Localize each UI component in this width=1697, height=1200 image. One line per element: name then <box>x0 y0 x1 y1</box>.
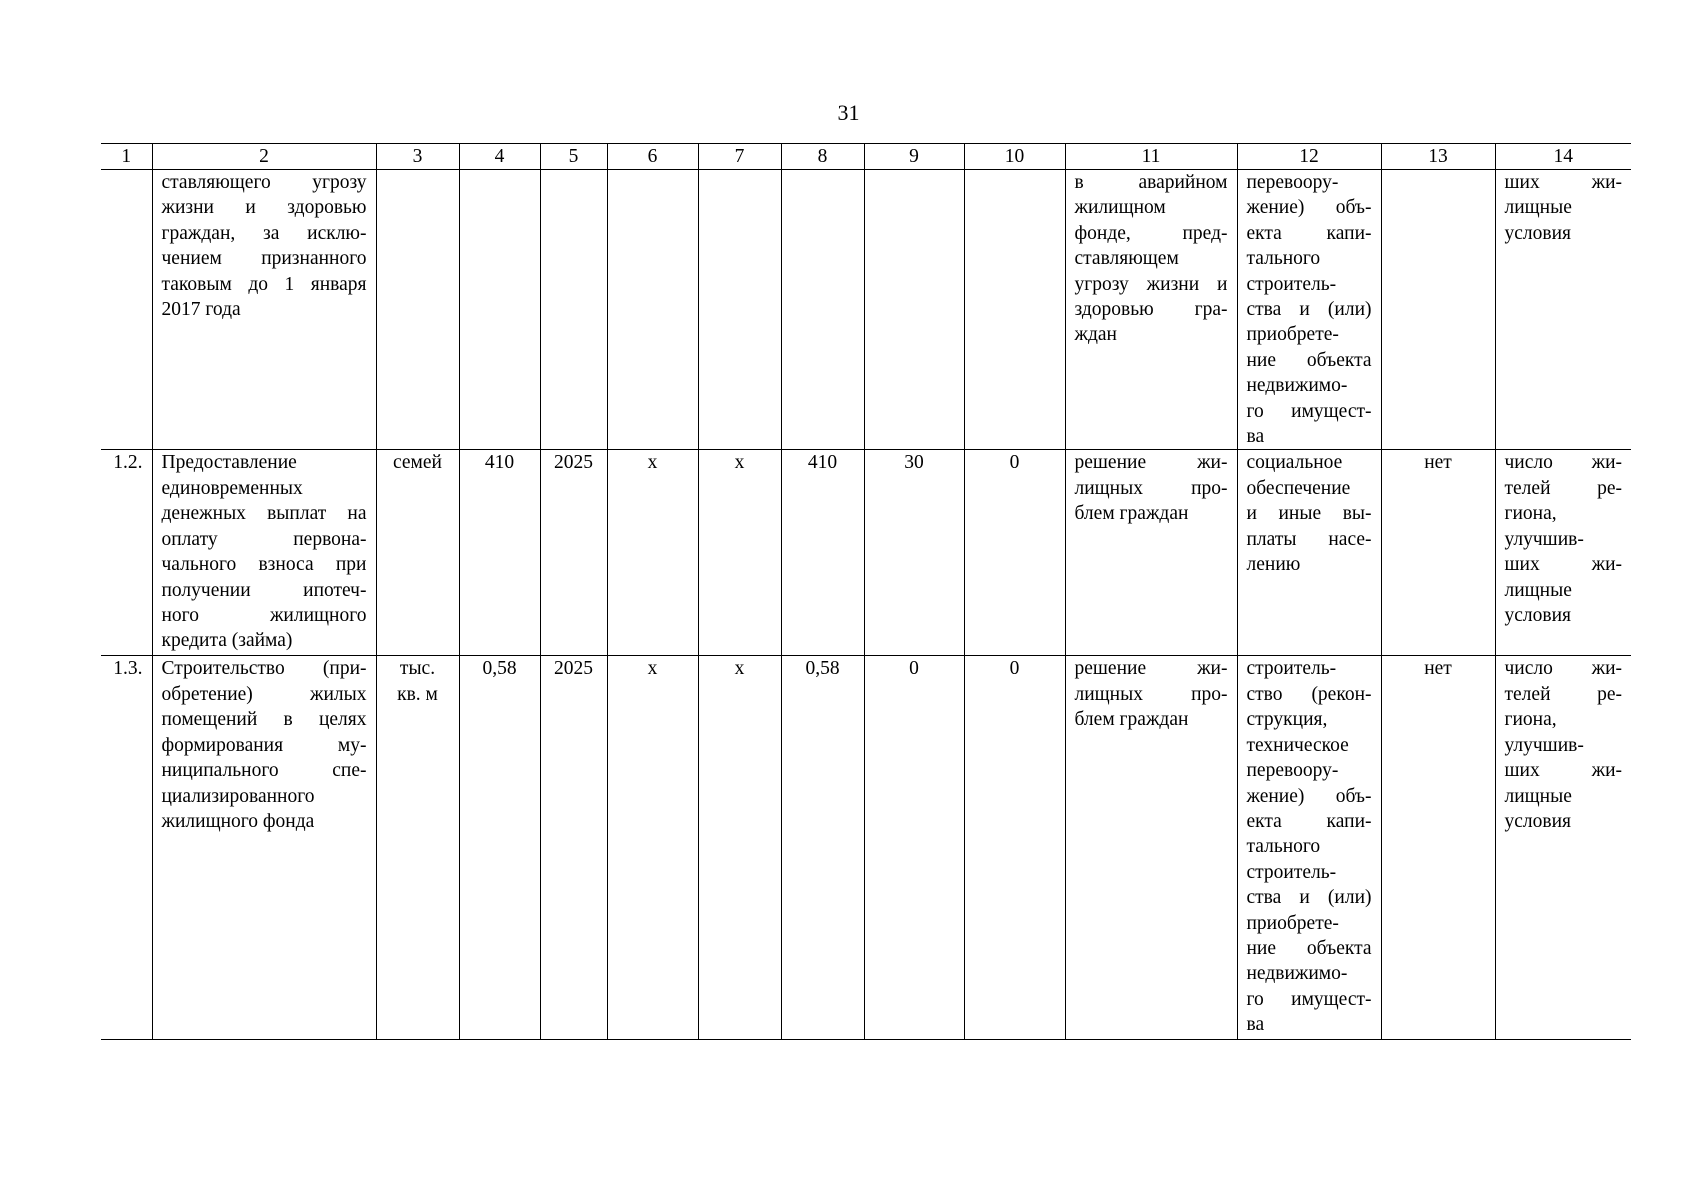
value-cell: х <box>607 450 698 656</box>
header-cell: 13 <box>1381 144 1495 170</box>
value-cell: 0 <box>964 656 1065 1040</box>
cell-line: число жи- <box>1504 452 1622 474</box>
cell-line: екта капи- <box>1246 810 1372 832</box>
row-number-cell <box>101 170 152 450</box>
purpose-cell <box>1065 170 1237 450</box>
value-cell <box>864 170 964 450</box>
purpose-cell <box>1065 450 1237 656</box>
cell-line: лищных про- <box>1074 477 1228 499</box>
cell-line: блем граждан <box>1074 503 1189 525</box>
cell-line: улучшив- <box>1504 528 1584 550</box>
cell-line: циализированного <box>161 785 315 807</box>
unit-cell: тыс. кв. м <box>376 656 459 1040</box>
header-cell: 5 <box>540 144 607 170</box>
cell-line: решение жи- <box>1074 658 1228 680</box>
cell-line: чением признанного <box>161 248 367 270</box>
expense-type-cell <box>1237 656 1381 1040</box>
cell-line: струкция, <box>1246 709 1328 731</box>
value-cell: х <box>607 656 698 1040</box>
value-cell <box>607 170 698 450</box>
row-number-cell: 1.3. <box>101 656 152 1040</box>
header-cell: 6 <box>607 144 698 170</box>
header-cell: 1 <box>101 144 152 170</box>
header-cell: 8 <box>781 144 864 170</box>
expense-type-cell <box>1237 170 1381 450</box>
page-number: 31 <box>837 100 860 125</box>
cell-line: техническое <box>1246 734 1349 756</box>
cell-line: ниципального спе- <box>161 760 367 782</box>
header-cell: 12 <box>1237 144 1381 170</box>
purpose-cell <box>1065 656 1237 1040</box>
year-cell: 2025 <box>540 450 607 656</box>
cell-line: жение) объ- <box>1246 197 1372 219</box>
value-cell <box>964 170 1065 450</box>
cell-line: лищные <box>1504 579 1572 601</box>
cell-line: екта капи- <box>1246 222 1372 244</box>
table-header-row <box>101 144 1631 170</box>
measure-name-cell <box>152 450 376 656</box>
cell-line: в аварийном <box>1074 172 1228 193</box>
cell-line: фонде, пред- <box>1074 222 1228 244</box>
table-row <box>101 170 1631 450</box>
cell-line: оплату первона- <box>161 528 367 550</box>
cell-line: и иные вы- <box>1246 503 1372 525</box>
cell-line: условия <box>1504 604 1571 626</box>
cell-line: условия <box>1504 222 1571 244</box>
cell-line: лищных про- <box>1074 683 1228 705</box>
cell-line: ставляющего угрозу <box>161 172 367 193</box>
cell-line: тального <box>1246 836 1321 858</box>
cell-line: единовременных <box>161 477 303 499</box>
header-cell: 14 <box>1495 144 1631 170</box>
cell-line: получении ипотеч- <box>161 579 367 601</box>
cell-line: социальное <box>1246 452 1343 474</box>
cell-line: лению <box>1246 554 1301 576</box>
cell-line: помещений в целях <box>161 709 367 731</box>
cell-line: число жи- <box>1504 658 1622 680</box>
cell-line: жизни и здоровью <box>161 197 367 219</box>
cell-line: ного жилищного <box>161 604 367 626</box>
cell-line: гиона, <box>1504 503 1557 525</box>
cell-line: решение жи- <box>1074 452 1228 474</box>
value-cell: 0,58 <box>459 656 540 1040</box>
header-cell: 10 <box>964 144 1065 170</box>
cell-line: ства и (или) <box>1246 887 1372 909</box>
value-cell <box>781 170 864 450</box>
cell-line: формирования му- <box>161 734 367 756</box>
cell-line: тального <box>1246 248 1321 270</box>
cell-line: 2017 года <box>161 299 241 321</box>
header-cell: 11 <box>1065 144 1237 170</box>
value-cell: 0 <box>964 450 1065 656</box>
cell-line: недвижимо- <box>1246 375 1348 397</box>
cell-line: го имущест- <box>1246 988 1372 1010</box>
value-cell: 410 <box>459 450 540 656</box>
cell-line: жение) объ- <box>1246 785 1372 807</box>
header-cell: 2 <box>152 144 376 170</box>
cell-line: таковым до 1 января <box>161 273 367 295</box>
row-number-cell: 1.2. <box>101 450 152 656</box>
cell-line: телей ре- <box>1504 683 1622 705</box>
cell-line: ждан <box>1074 324 1117 346</box>
cell-line: Предоставление <box>161 452 297 474</box>
header-cell: 3 <box>376 144 459 170</box>
cell-line: ва <box>1246 426 1265 448</box>
indicator-cell <box>1495 170 1631 450</box>
cell-line: блем граждан <box>1074 709 1189 731</box>
cell-line: лищные <box>1504 197 1572 219</box>
value-cell: 30 <box>864 450 964 656</box>
value-cell: х <box>698 450 781 656</box>
cell-line: Строительство (при- <box>161 658 367 680</box>
cell-line: кредита (займа) <box>161 630 293 652</box>
value-cell: 410 <box>781 450 864 656</box>
cell-line: ства и (или) <box>1246 299 1372 321</box>
cell-line: приобрете- <box>1246 324 1339 346</box>
cell-line: строитель- <box>1246 861 1337 883</box>
header-cell: 7 <box>698 144 781 170</box>
cell-line: жилищного фонда <box>161 810 315 832</box>
cell-line: граждан, за исклю- <box>161 222 367 244</box>
value-cell: 0 <box>864 656 964 1040</box>
header-cell: 4 <box>459 144 540 170</box>
cell-line: го имущест- <box>1246 400 1372 422</box>
cell-line: платы насе- <box>1246 528 1372 550</box>
table-row <box>101 656 1631 1040</box>
cell-line: здоровью гра- <box>1074 299 1228 321</box>
cell-line: ших жи- <box>1504 554 1622 576</box>
program-table <box>101 143 1631 1040</box>
cell-line: угрозу жизни и <box>1074 273 1228 295</box>
measure-name-cell <box>152 170 376 450</box>
cell-line: недвижимо- <box>1246 963 1348 985</box>
value-cell: нет <box>1381 656 1495 1040</box>
unit-cell: семей <box>376 450 459 656</box>
cell-line: приобрете- <box>1246 912 1339 934</box>
cell-line: условия <box>1504 810 1571 832</box>
cell-line: ние объекта <box>1246 349 1372 371</box>
indicator-cell <box>1495 656 1631 1040</box>
value-cell: х <box>698 656 781 1040</box>
cell-line: ство (рекон- <box>1246 683 1372 705</box>
value-cell <box>459 170 540 450</box>
header-cell: 9 <box>864 144 964 170</box>
year-cell <box>540 170 607 450</box>
year-cell: 2025 <box>540 656 607 1040</box>
expense-type-cell <box>1237 450 1381 656</box>
cell-line: телей ре- <box>1504 477 1622 499</box>
cell-line: перевоору- <box>1246 760 1339 782</box>
value-cell: нет <box>1381 450 1495 656</box>
cell-line: денежных выплат на <box>161 503 367 525</box>
cell-line: ших жи- <box>1504 760 1622 782</box>
cell-line: чального взноса при <box>161 554 367 576</box>
cell-line: обретение) жилых <box>161 683 367 705</box>
value-cell <box>1381 170 1495 450</box>
cell-line: лищные <box>1504 785 1572 807</box>
cell-line: строитель- <box>1246 658 1337 680</box>
table-row <box>101 450 1631 656</box>
value-cell <box>698 170 781 450</box>
indicator-cell <box>1495 450 1631 656</box>
measure-name-cell <box>152 656 376 1040</box>
cell-line: строитель- <box>1246 273 1337 295</box>
unit-cell <box>376 170 459 450</box>
cell-line: ставляющем <box>1074 248 1179 270</box>
value-cell: 0,58 <box>781 656 864 1040</box>
cell-line: перевоору- <box>1246 172 1339 193</box>
cell-line: гиона, <box>1504 709 1557 731</box>
cell-line: ших жи- <box>1504 172 1622 193</box>
cell-line: ва <box>1246 1014 1265 1036</box>
cell-line: ние объекта <box>1246 937 1372 959</box>
cell-line: жилищном <box>1074 197 1166 219</box>
cell-line: улучшив- <box>1504 734 1584 756</box>
cell-line: обеспечение <box>1246 477 1351 499</box>
